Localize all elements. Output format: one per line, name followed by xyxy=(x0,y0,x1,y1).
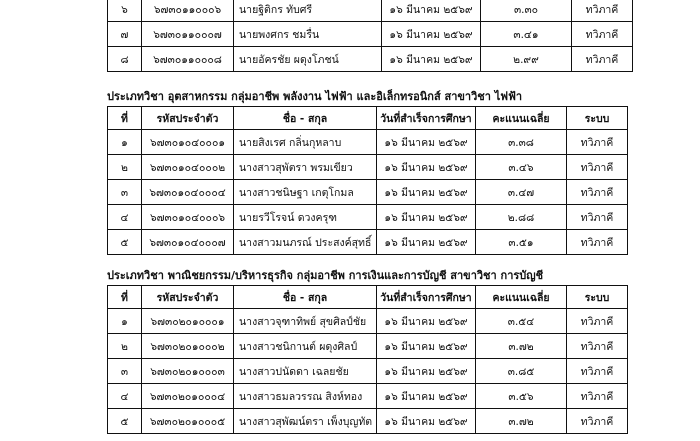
table-header-row xyxy=(108,107,628,130)
cell-no: ๔ xyxy=(108,384,142,409)
cell-system: ทวิภาคี xyxy=(572,47,633,72)
cell-name: นางสาวชนิษฐา เกตุโกมล xyxy=(234,180,377,205)
table-row xyxy=(108,230,628,255)
student-table-continued xyxy=(107,0,633,72)
header-no: ที่ xyxy=(108,107,142,130)
cell-no: ๑ xyxy=(108,130,142,155)
cell-gpa: ๓.๕๑ xyxy=(476,230,567,255)
table-row xyxy=(108,0,633,22)
cell-name: นางสาวจุฑาทิพย์ สุขศิลป์ชัย xyxy=(234,309,377,334)
cell-gpa: ๒.๙๙ xyxy=(481,47,572,72)
table-body xyxy=(108,309,628,434)
table-row xyxy=(108,334,628,359)
cell-system: ทวิภาคี xyxy=(572,22,633,47)
table-row xyxy=(108,309,628,334)
cell-student-id: ๖๗๓๐๒๐๑๐๐๐๔ xyxy=(142,384,234,409)
section-heading-accounting: ประเภทวิชา พาณิชยกรรม/บริหารธุรกิจ กลุ่มอาชีพ การเงินและการบัญชี สาขาวิชา การบัญชี xyxy=(107,269,544,282)
cell-graduation-date: ๑๖ มีนาคม ๒๕๖๙ xyxy=(382,47,481,72)
table-row xyxy=(108,155,628,180)
cell-system: ทวิภาคี xyxy=(567,334,628,359)
cell-gpa: ๓.๔๗ xyxy=(476,180,567,205)
cell-graduation-date: ๑๖ มีนาคม ๒๕๖๙ xyxy=(377,155,476,180)
cell-name: นายพงศกร ชมรื่น xyxy=(234,22,382,47)
cell-gpa: ๒.๘๘ xyxy=(476,205,567,230)
cell-name: นางสาวสุพัตรา พรมเขียว xyxy=(234,155,377,180)
cell-graduation-date: ๑๖ มีนาคม ๒๕๖๙ xyxy=(382,22,481,47)
cell-system: ทวิภาคี xyxy=(567,409,628,434)
cell-gpa: ๓.๗๒ xyxy=(476,409,567,434)
cell-graduation-date: ๑๖ มีนาคม ๒๕๖๙ xyxy=(377,180,476,205)
cell-graduation-date: ๑๖ มีนาคม ๒๕๖๙ xyxy=(382,0,481,22)
cell-graduation-date: ๑๖ มีนาคม ๒๕๖๙ xyxy=(377,309,476,334)
section-heading-electrical: ประเภทวิชา อุตสาหกรรม กลุ่มอาชีพ พลังงาน ไฟฟ้า และอิเล็กทรอนิกส์ สาขาวิชา ไฟฟ้า xyxy=(107,90,523,103)
cell-system: ทวิภาคี xyxy=(567,155,628,180)
cell-student-id: ๖๗๓๐๑๐๔๐๐๐๒ xyxy=(142,155,234,180)
cell-system: ทวิภาคี xyxy=(567,130,628,155)
table-row xyxy=(108,359,628,384)
header-gpa: คะแนนเฉลี่ย xyxy=(476,107,567,130)
table-row xyxy=(108,205,628,230)
table-row xyxy=(108,180,628,205)
cell-gpa: ๓.๗๒ xyxy=(476,334,567,359)
table-body xyxy=(108,0,633,72)
header-system: ระบบ xyxy=(567,107,628,130)
table-row xyxy=(108,47,633,72)
cell-student-id: ๖๗๓๐๑๑๐๐๐๖ xyxy=(142,0,234,22)
table-row xyxy=(108,384,628,409)
table-header-row xyxy=(108,286,628,309)
cell-system: ทวิภาคี xyxy=(567,384,628,409)
table-row xyxy=(108,22,633,47)
header-graduation-date: วันที่สำเร็จการศึกษา xyxy=(377,107,476,130)
table-row xyxy=(108,130,628,155)
cell-gpa: ๓.๓๘ xyxy=(476,130,567,155)
table-body xyxy=(108,130,628,255)
cell-graduation-date: ๑๖ มีนาคม ๒๕๖๙ xyxy=(377,230,476,255)
cell-no: ๔ xyxy=(108,205,142,230)
cell-gpa: ๓.๕๖ xyxy=(476,384,567,409)
cell-graduation-date: ๑๖ มีนาคม ๒๕๖๙ xyxy=(377,384,476,409)
cell-system: ทวิภาคี xyxy=(567,230,628,255)
header-no: ที่ xyxy=(108,286,142,309)
cell-no: ๕ xyxy=(108,230,142,255)
cell-no: ๒ xyxy=(108,155,142,180)
cell-no: ๗ xyxy=(108,22,142,47)
header-system: ระบบ xyxy=(567,286,628,309)
cell-student-id: ๖๗๓๐๑๐๔๐๐๐๖ xyxy=(142,205,234,230)
cell-gpa: ๓.๔๑ xyxy=(481,22,572,47)
cell-graduation-date: ๑๖ มีนาคม ๒๕๖๙ xyxy=(377,130,476,155)
cell-no: ๘ xyxy=(108,47,142,72)
header-name: ชื่อ - สกุล xyxy=(234,107,377,130)
header-name: ชื่อ - สกุล xyxy=(234,286,377,309)
cell-system: ทวิภาคี xyxy=(572,0,633,22)
header-student-id: รหัสประจำตัว xyxy=(142,107,234,130)
cell-name: นายฐิติกร ทับศรี xyxy=(234,0,382,22)
cell-gpa: ๓.๔๖ xyxy=(476,155,567,180)
header-student-id: รหัสประจำตัว xyxy=(142,286,234,309)
header-graduation-date: วันที่สำเร็จการศึกษา xyxy=(377,286,476,309)
cell-no: ๑ xyxy=(108,309,142,334)
cell-name: นางสาวปนัดดา เฉลยชัย xyxy=(234,359,377,384)
cell-name: นายสิงเรศ กลิ่นกุหลาบ xyxy=(234,130,377,155)
cell-graduation-date: ๑๖ มีนาคม ๒๕๖๙ xyxy=(377,359,476,384)
cell-student-id: ๖๗๓๐๑๐๔๐๐๐๑ xyxy=(142,130,234,155)
cell-student-id: ๖๗๓๐๒๐๑๐๐๐๓ xyxy=(142,359,234,384)
cell-student-id: ๖๗๓๐๑๐๔๐๐๐๗ xyxy=(142,230,234,255)
cell-name: นายรวีโรจน์ ดวงครุฑ xyxy=(234,205,377,230)
cell-gpa: ๓.๓๐ xyxy=(481,0,572,22)
cell-student-id: ๖๗๓๐๒๐๑๐๐๐๕ xyxy=(142,409,234,434)
cell-graduation-date: ๑๖ มีนาคม ๒๕๖๙ xyxy=(377,205,476,230)
cell-no: ๕ xyxy=(108,409,142,434)
cell-system: ทวิภาคี xyxy=(567,205,628,230)
cell-graduation-date: ๑๖ มีนาคม ๒๕๖๙ xyxy=(377,334,476,359)
student-table-electrical xyxy=(107,106,628,255)
cell-name: นางสาวมนภรณ์ ประสงค์สุทธิ์ xyxy=(234,230,377,255)
cell-name: นางสาวชนิกานต์ ผดุงศิลป์ xyxy=(234,334,377,359)
table-row xyxy=(108,409,628,434)
cell-name: นางสาวธมลวรรณ สิงห์ทอง xyxy=(234,384,377,409)
cell-name: นางสาวสุพัฒน์ตรา เพ็งบุญทัต xyxy=(234,409,377,434)
cell-name: นายอัครชัย ผดุงโภชน์ xyxy=(234,47,382,72)
student-table-accounting xyxy=(107,285,628,434)
cell-gpa: ๓.๘๕ xyxy=(476,359,567,384)
cell-no: ๒ xyxy=(108,334,142,359)
cell-student-id: ๖๗๓๐๑๐๔๐๐๐๔ xyxy=(142,180,234,205)
header-gpa: คะแนนเฉลี่ย xyxy=(476,286,567,309)
cell-student-id: ๖๗๓๐๑๑๐๐๐๗ xyxy=(142,22,234,47)
cell-graduation-date: ๑๖ มีนาคม ๒๕๖๙ xyxy=(377,409,476,434)
cell-no: ๓ xyxy=(108,180,142,205)
cell-system: ทวิภาคี xyxy=(567,359,628,384)
cell-no: ๓ xyxy=(108,359,142,384)
cell-system: ทวิภาคี xyxy=(567,180,628,205)
cell-gpa: ๓.๕๔ xyxy=(476,309,567,334)
cell-system: ทวิภาคี xyxy=(567,309,628,334)
cell-student-id: ๖๗๓๐๒๐๑๐๐๐๑ xyxy=(142,309,234,334)
cell-student-id: ๖๗๓๐๒๐๑๐๐๐๒ xyxy=(142,334,234,359)
cell-no: ๖ xyxy=(108,0,142,22)
cell-student-id: ๖๗๓๐๑๑๐๐๐๘ xyxy=(142,47,234,72)
